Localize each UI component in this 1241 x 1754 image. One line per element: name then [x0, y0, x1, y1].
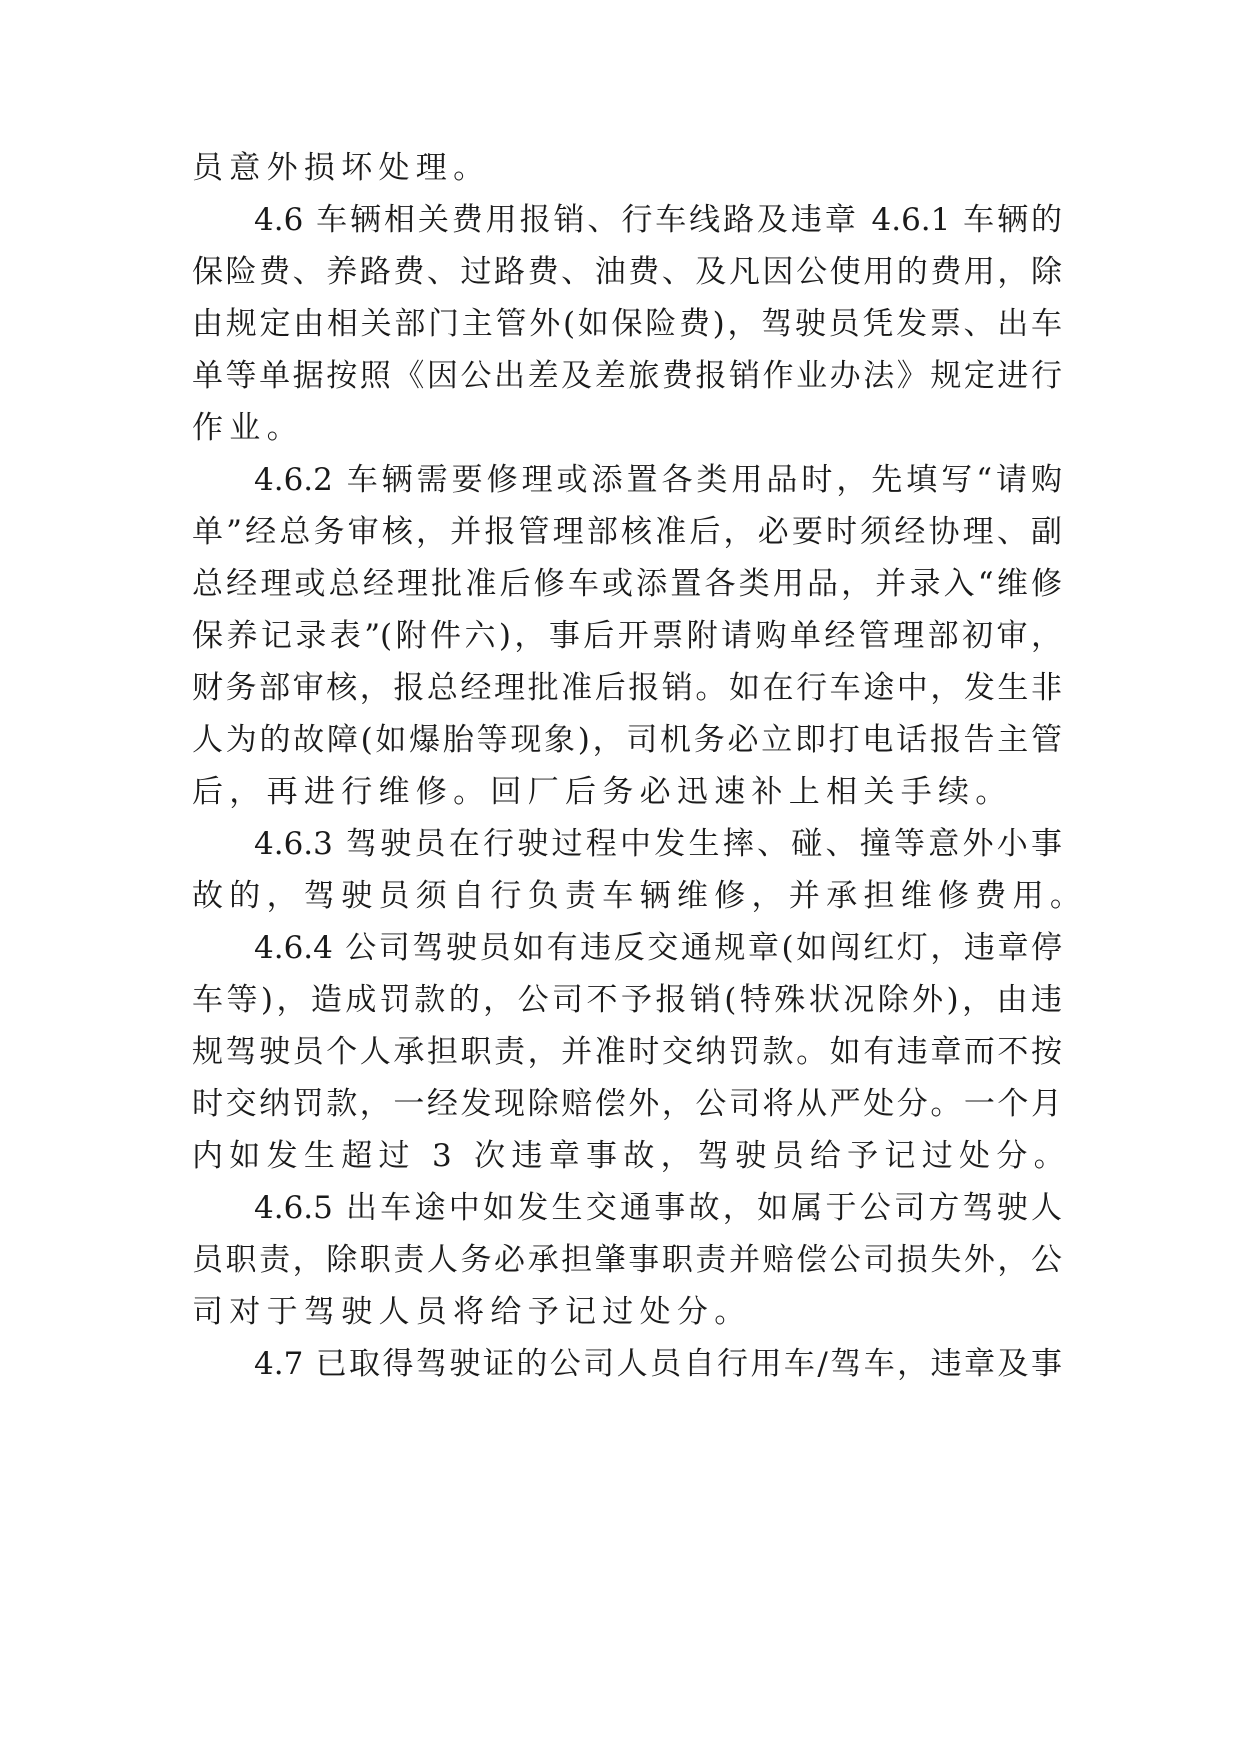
text-line: 4.6.2 车辆需要修理或添置各类用品时，先填写“请购 [254, 462, 1062, 498]
text-line: 4.6.4 公司驾驶员如有违反交通规章(如闯红灯，违章停 [254, 930, 1062, 966]
text-line: 由规定由相关部门主管外(如保险费)，驾驶员凭发票、出车 [192, 306, 1062, 342]
text-line: 单等单据按照《因公出差及差旅费报销作业办法》规定进行 [192, 358, 1062, 394]
text-line: 员意外损坏处理。 [192, 150, 491, 186]
text-line: 4.6 车辆相关费用报销、行车线路及违章 4.6.1 车辆的 [254, 202, 1062, 238]
text-line: 4.6.5 出车途中如发生交通事故，如属于公司方驾驶人 [254, 1190, 1062, 1226]
text-line: 内如发生超过 3 次违章事故，驾驶员给予记过处分。 [192, 1138, 1071, 1174]
text-line: 员职责，除职责人务必承担肇事职责并赔偿公司损失外，公 [192, 1242, 1062, 1278]
text-line: 规驾驶员个人承担职责，并准时交纳罚款。如有违章而不按 [192, 1034, 1062, 1070]
text-line: 作业。 [192, 410, 304, 446]
text-line: 时交纳罚款，一经发现除赔偿外，公司将从严处分。一个月 [192, 1086, 1062, 1122]
text-line: 故的，驾驶员须自行负责车辆维修，并承担维修费用。 [192, 878, 1088, 914]
text-line: 司对于驾驶人员将给予记过处分。 [192, 1294, 752, 1330]
text-line: 车等)，造成罚款的，公司不予报销(特殊状况除外)，由违 [192, 982, 1062, 1018]
text-line: 保险费、养路费、过路费、油费、及凡因公使用的费用，除 [192, 254, 1062, 290]
text-line: 单”经总务审核，并报管理部核准后，必要时须经协理、副 [192, 514, 1062, 550]
text-line: 4.6.3 驾驶员在行驶过程中发生摔、碰、撞等意外小事 [254, 826, 1062, 862]
text-line: 4.7 已取得驾驶证的公司人员自行用车/驾车，违章及事 [254, 1346, 1062, 1382]
text-line: 财务部审核，报总经理批准后报销。如在行车途中，发生非 [192, 670, 1062, 706]
text-line: 后，再进行维修。回厂后务必迅速补上相关手续。 [192, 774, 1013, 810]
text-line: 人为的故障(如爆胎等现象)，司机务必立即打电话报告主管 [192, 722, 1062, 758]
text-line: 保养记录表”(附件六)，事后开票附请购单经管理部初审， [192, 618, 1062, 654]
text-line: 总经理或总经理批准后修车或添置各类用品，并录入“维修 [192, 566, 1062, 602]
